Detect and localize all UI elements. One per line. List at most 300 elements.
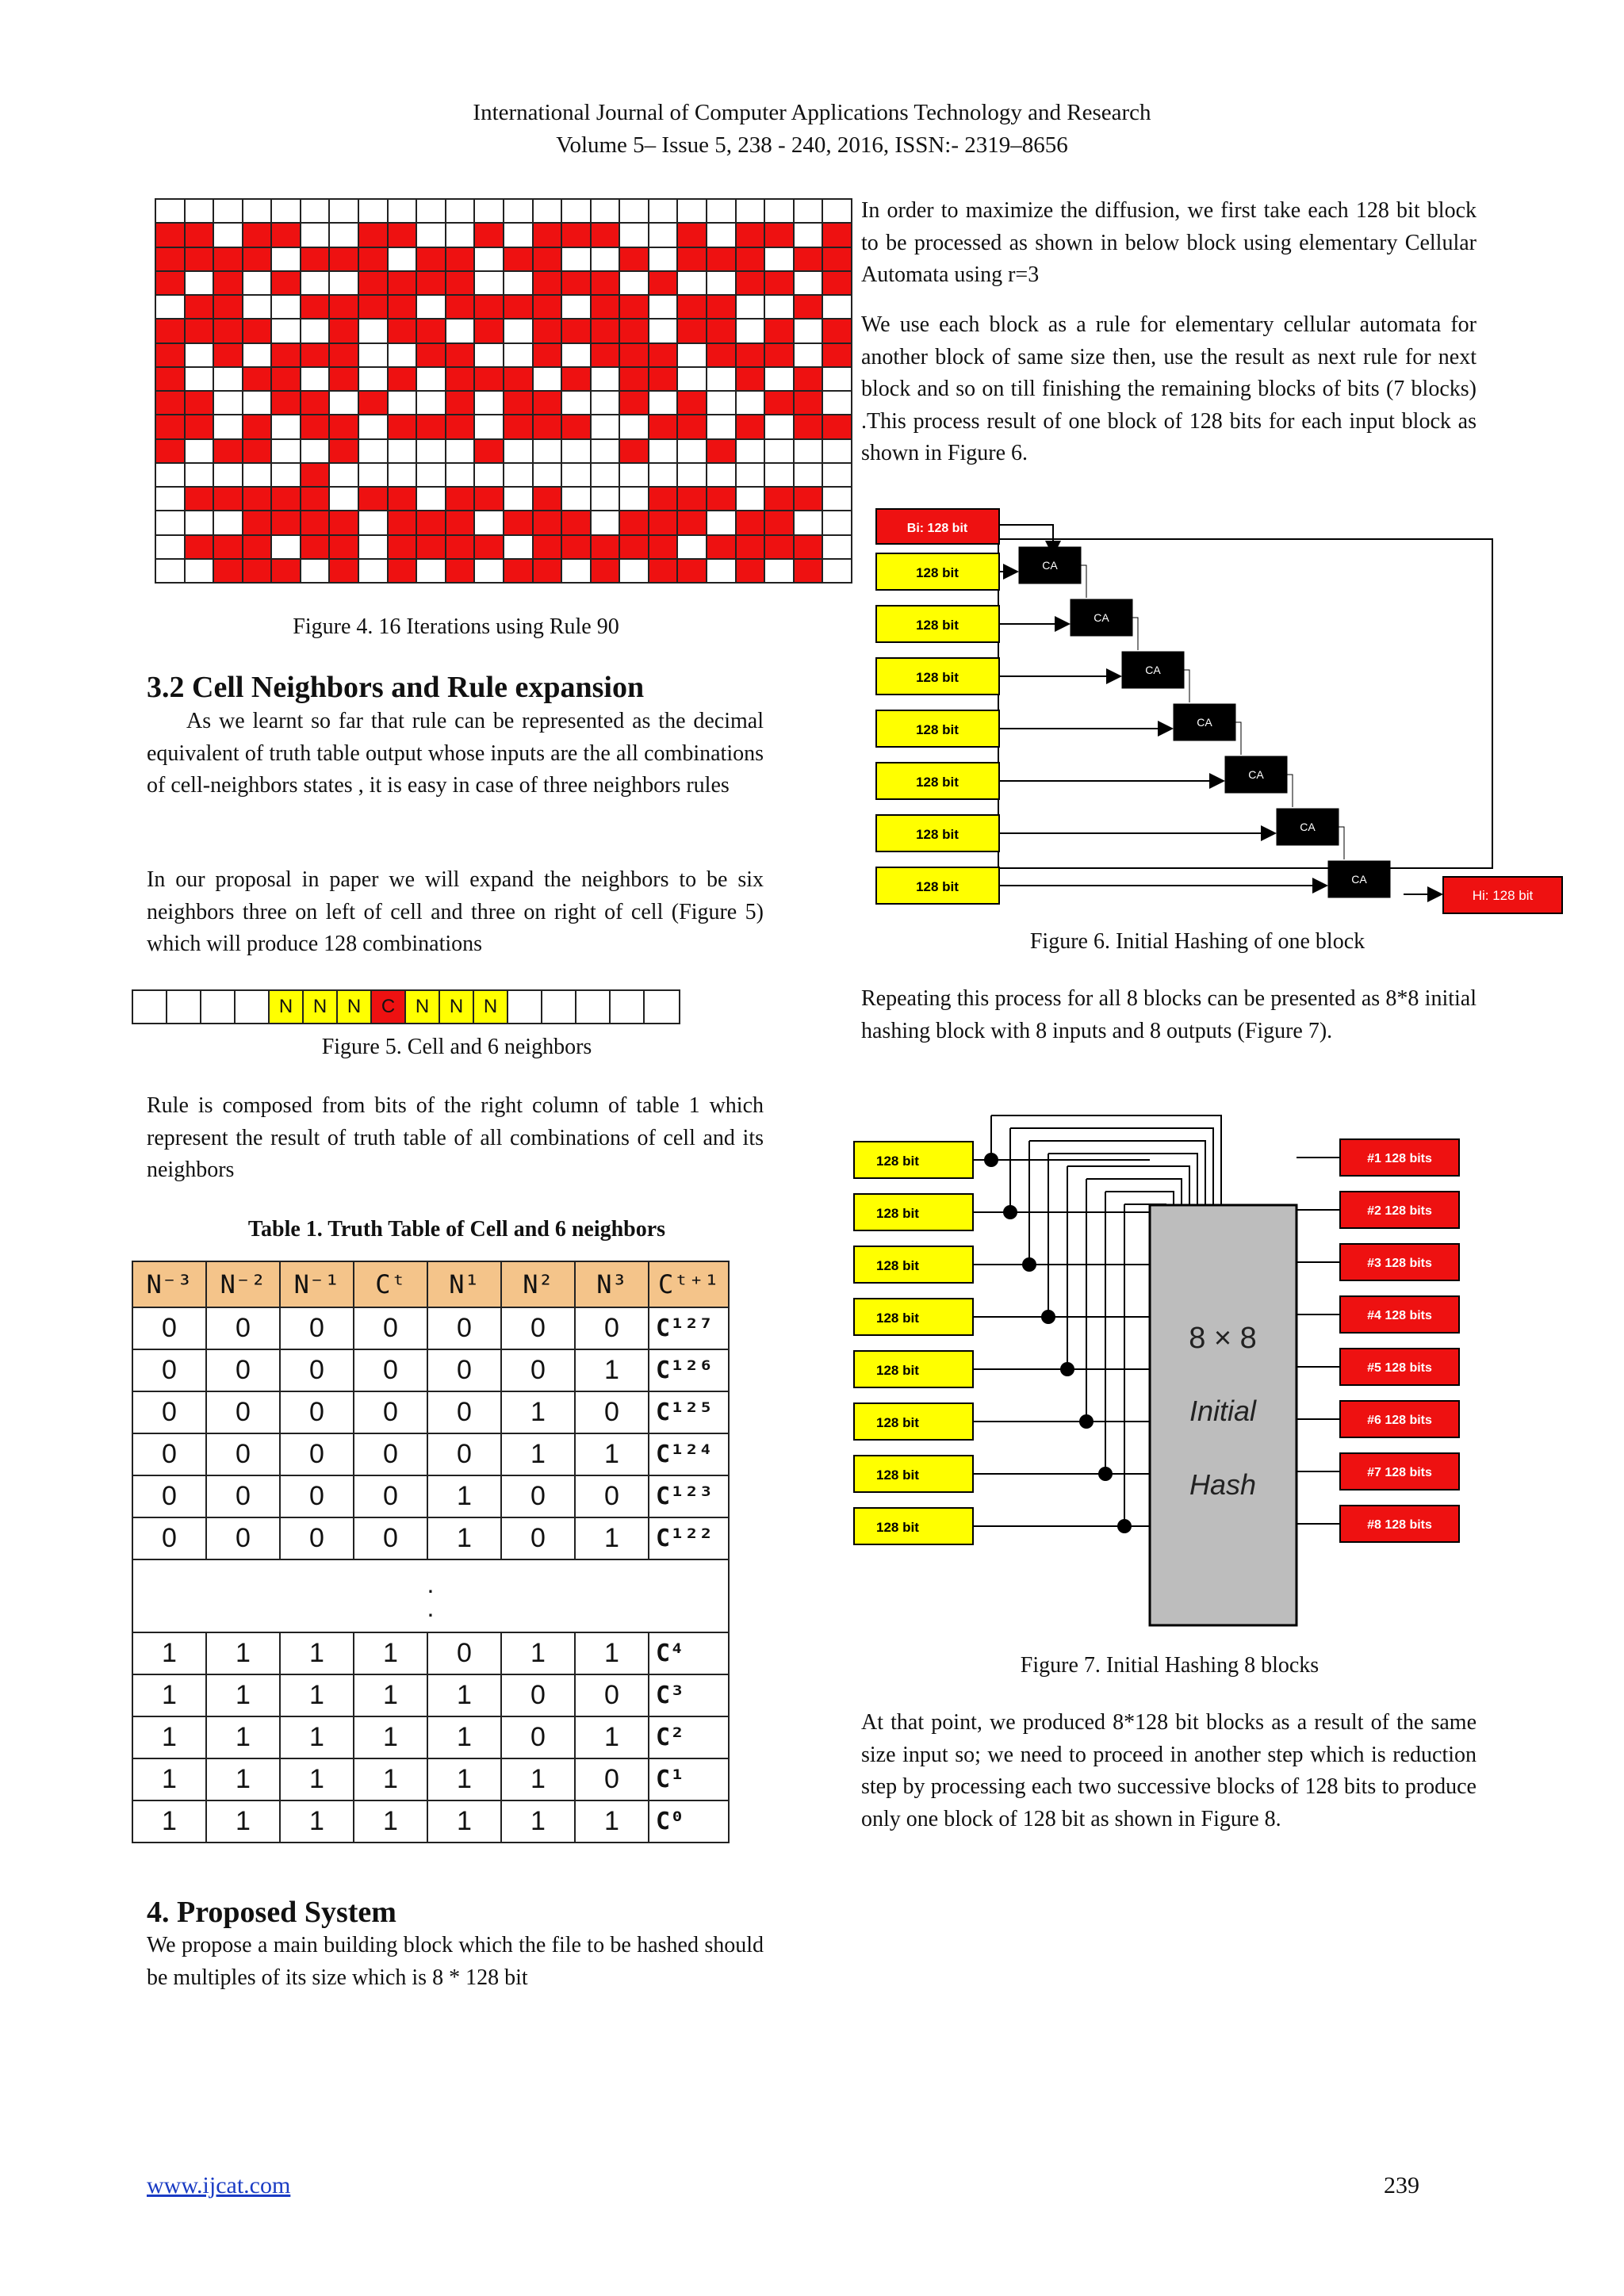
ca-cell [562, 560, 590, 582]
rule-paragraph: Rule is composed from bits of the right column of table 1 which represent the result of truth table of all combinations of cell and its neighbors [147, 1093, 764, 1182]
ca-cell [243, 368, 271, 390]
ca-cell [562, 488, 590, 510]
fig7-input-label: 128 bit [876, 1154, 919, 1169]
truth-table-cell: 1 [354, 1632, 427, 1674]
ca-cell [446, 344, 474, 366]
ca-cell [620, 200, 648, 222]
ca-cell [534, 296, 561, 318]
figure4-caption: Figure 4. 16 Iterations using Rule 90 [293, 614, 619, 639]
truth-table-row [132, 1391, 729, 1433]
ca-cell [620, 511, 648, 534]
ca-cell [795, 296, 822, 318]
ca-cell [765, 511, 793, 534]
junction-dot [1079, 1414, 1094, 1429]
ca-cell [272, 392, 300, 414]
ca-cell [330, 200, 358, 222]
truth-table-cell: 0 [206, 1433, 280, 1475]
ca-cell [534, 200, 561, 222]
ca-cell [765, 440, 793, 462]
truth-table-cell: C³ [649, 1674, 729, 1716]
ca-cell [562, 248, 590, 270]
ca-cell [417, 368, 445, 390]
ca-cell [592, 415, 619, 438]
ca-cell [475, 200, 503, 222]
figure6-diagram [868, 499, 1574, 928]
ca-cell [272, 368, 300, 390]
truth-table-row [132, 1307, 729, 1349]
ca-label: CA [1094, 611, 1109, 624]
ca-cell [707, 272, 735, 294]
ca-cell [795, 511, 822, 534]
truth-table-cell: 1 [501, 1632, 575, 1674]
ca-cell [765, 248, 793, 270]
ca-cell [678, 440, 706, 462]
truth-table-row [132, 1349, 729, 1391]
ca-cell [301, 224, 329, 246]
ca-cell [214, 368, 242, 390]
ca-cell [649, 296, 677, 318]
truth-table-cell: 0 [132, 1517, 206, 1559]
ca-cell [446, 415, 474, 438]
ca-cell [156, 511, 184, 534]
ca-cell [707, 368, 735, 390]
ca-cell [475, 344, 503, 366]
ca-cell [214, 296, 242, 318]
truth-table-cell: 1 [501, 1391, 575, 1433]
ca-cell [678, 488, 706, 510]
ca-cell [475, 488, 503, 510]
ca-cell [214, 248, 242, 270]
truth-table-cell: 0 [206, 1517, 280, 1559]
ca-cell [737, 224, 764, 246]
truth-table-cell: 1 [132, 1674, 206, 1716]
ca-cell [592, 560, 619, 582]
ca-cell [592, 320, 619, 342]
truth-table-cell: 1 [280, 1674, 354, 1716]
ca-cell [504, 464, 532, 486]
ca-cell [330, 296, 358, 318]
ca-cell [446, 560, 474, 582]
ca-cell [243, 296, 271, 318]
ca-cell [214, 415, 242, 438]
ca-cell [765, 320, 793, 342]
ca-cell [243, 248, 271, 270]
truth-table-cell: 1 [280, 1716, 354, 1758]
truth-table-cell: 1 [354, 1758, 427, 1800]
truth-table-header-cell: N² [501, 1261, 575, 1307]
truth-table-cell: 0 [206, 1307, 280, 1349]
ca-cell [592, 344, 619, 366]
ca-cell [678, 296, 706, 318]
ca-cell [707, 560, 735, 582]
ca-cell [707, 344, 735, 366]
ca-cell [243, 440, 271, 462]
ca-cell [737, 415, 764, 438]
ca-cell [707, 248, 735, 270]
ca-cell [504, 560, 532, 582]
ca-cell [475, 536, 503, 558]
truth-table-cell: C¹²⁴ [649, 1433, 729, 1475]
ca-cell [301, 440, 329, 462]
ca-cell [823, 344, 851, 366]
ca-cell [649, 415, 677, 438]
ca-cell [765, 368, 793, 390]
truth-table-cell: 0 [280, 1349, 354, 1391]
ca-cell [678, 224, 706, 246]
ca-cell [446, 511, 474, 534]
ca-cell [504, 368, 532, 390]
ca-cell [301, 368, 329, 390]
truth-table-cell: 0 [354, 1307, 427, 1349]
ca-cell [620, 464, 648, 486]
truth-table-cell: 1 [501, 1800, 575, 1843]
ca-cell [389, 415, 416, 438]
ca-cell [214, 200, 242, 222]
truth-table-cell: 0 [575, 1307, 649, 1349]
truth-table-cell: 0 [280, 1475, 354, 1517]
section-4-paragraph: We propose a main building block which the file to be hashed should be multiples of its size which is 8 * 128 bit [147, 1933, 764, 1990]
ca-cell [620, 415, 648, 438]
ca-cell [156, 224, 184, 246]
fig7-output-label: #3 128 bits [1367, 1257, 1432, 1270]
ca-cell [795, 464, 822, 486]
ca-cell [707, 320, 735, 342]
ca-cell [795, 320, 822, 342]
ca-cell [707, 488, 735, 510]
ca-cell [389, 464, 416, 486]
junction-dot [1060, 1362, 1074, 1376]
ca-cell [475, 320, 503, 342]
ca-cell [534, 272, 561, 294]
ca-cell [214, 320, 242, 342]
ca-cell [214, 536, 242, 558]
ca-cell [649, 368, 677, 390]
input-128bit-label: 128 bit [916, 879, 959, 894]
truth-table-cell: C¹ [649, 1758, 729, 1800]
ca-cell [823, 224, 851, 246]
ca-cell [562, 296, 590, 318]
ca-cell [301, 464, 329, 486]
truth-table-cell: 1 [206, 1758, 280, 1800]
ca-cell [330, 224, 358, 246]
ca-cell [389, 511, 416, 534]
ca-cell [359, 224, 387, 246]
ca-cell [678, 368, 706, 390]
ca-label: CA [1197, 716, 1212, 729]
ca-cell [678, 200, 706, 222]
truth-table-cell: 0 [501, 1716, 575, 1758]
truth-table-cell: 1 [575, 1632, 649, 1674]
ca-cell [330, 415, 358, 438]
figure6-frame [998, 539, 1492, 868]
ca-cell [823, 320, 851, 342]
ca-cell [534, 344, 561, 366]
ca-cell [417, 511, 445, 534]
ca-cell [186, 511, 213, 534]
fig7-input-label: 128 bit [876, 1363, 919, 1378]
ca-cell [592, 464, 619, 486]
ca-cell [272, 344, 300, 366]
ca-cell [534, 224, 561, 246]
ca-cell [707, 536, 735, 558]
ca-cell [243, 536, 271, 558]
ca-cell [823, 536, 851, 558]
neighbor-cell: N [304, 991, 338, 1023]
truth-table-cell: 0 [427, 1391, 501, 1433]
fig7-input-label: 128 bit [876, 1258, 919, 1273]
truth-table-cell: 0 [132, 1349, 206, 1391]
ca-cell [678, 464, 706, 486]
ca-cell [186, 248, 213, 270]
initial-hash-label-3: Hash [1189, 1468, 1257, 1501]
ca-cell [243, 320, 271, 342]
ca-cell [795, 344, 822, 366]
ca-cell [186, 296, 213, 318]
junction-dot [1003, 1205, 1017, 1219]
ca-cell [592, 392, 619, 414]
section-3-2-paragraph-1: As we learnt so far that rule can be represented as the decimal equivalent of truth table output whose inputs are the all combinations of cell-neighbors states , it is easy in case of three neighbors rules [147, 709, 764, 798]
ca-cell [359, 488, 387, 510]
ca-cell [504, 536, 532, 558]
journal-url-link[interactable]: www.ijcat.com [147, 2172, 291, 2198]
fig7-output-label: #7 128 bits [1367, 1466, 1432, 1479]
input-128bit-label: 128 bit [916, 827, 959, 842]
ca-cell [562, 344, 590, 366]
ca-label: CA [1042, 559, 1058, 572]
ca-cell [330, 272, 358, 294]
truth-table-cell: C¹²³ [649, 1475, 729, 1517]
initial-hash-label-1: 8 × 8 [1189, 1322, 1257, 1355]
truth-table-cell: C¹²⁷ [649, 1307, 729, 1349]
truth-table-cell: 0 [575, 1758, 649, 1800]
ca-cell [186, 415, 213, 438]
junction-dot [984, 1153, 998, 1167]
ca-cell [678, 536, 706, 558]
truth-table-header-cell: N³ [575, 1261, 649, 1307]
ca-cell [504, 272, 532, 294]
ca-cell [737, 464, 764, 486]
ca-cell [214, 344, 242, 366]
ca-cell [592, 536, 619, 558]
ca-cell [389, 560, 416, 582]
ca-cell [214, 440, 242, 462]
ca-cell [272, 272, 300, 294]
ca-cell [389, 200, 416, 222]
ca-cell [737, 200, 764, 222]
ca-cell [446, 368, 474, 390]
ca-cell [649, 272, 677, 294]
ca-cell [534, 511, 561, 534]
ca-cell [765, 344, 793, 366]
ca-cell [534, 368, 561, 390]
truth-table-header-cell: Cᵗ [354, 1261, 427, 1307]
ca-cell [534, 440, 561, 462]
ca-cell [737, 248, 764, 270]
ca-cell [504, 392, 532, 414]
ca-cell [475, 560, 503, 582]
ca-label: CA [1300, 821, 1316, 833]
truth-table-cell: 0 [575, 1391, 649, 1433]
fig7-output-label: #1 128 bits [1367, 1152, 1432, 1165]
truth-table-ellipsis-row [132, 1559, 729, 1632]
ca-cell [301, 320, 329, 342]
truth-table-row [132, 1674, 729, 1716]
ca-cell [359, 536, 387, 558]
ca-cell [562, 200, 590, 222]
ca-cell [446, 224, 474, 246]
ca-cell [475, 440, 503, 462]
ca-cell [301, 560, 329, 582]
ca-cell [765, 272, 793, 294]
ca-cell [649, 560, 677, 582]
ca-cell [534, 248, 561, 270]
fig7-output-label: #2 128 bits [1367, 1204, 1432, 1218]
truth-table-cell: 1 [206, 1632, 280, 1674]
ca-cell [823, 488, 851, 510]
right-paragraph-4: At that point, we produced 8*128 bit blocks as a result of the same size input so; we need to proceed in another step which is reduction step by processing each two successive blocks of 128 bits to produce only one block of 128 bit as shown in Figure 8. [861, 1710, 1477, 1831]
truth-table-row [132, 1475, 729, 1517]
initial-hash-label-2: Initial [1189, 1395, 1257, 1427]
ca-cell [475, 272, 503, 294]
ca-cell [243, 224, 271, 246]
input-128bit-label: 128 bit [916, 618, 959, 633]
ca-cell [562, 368, 590, 390]
ca-cell [272, 560, 300, 582]
ca-cell [330, 392, 358, 414]
ca-cell [186, 344, 213, 366]
truth-table-cell: 0 [501, 1517, 575, 1559]
ca-cell [330, 536, 358, 558]
ca-cell [186, 272, 213, 294]
ca-cell [649, 248, 677, 270]
ca-cell [823, 511, 851, 534]
ca-cell [417, 464, 445, 486]
ca-cell [186, 224, 213, 246]
ca-cell [737, 536, 764, 558]
ca-cell [389, 224, 416, 246]
empty-cell [645, 991, 679, 1023]
ca-cell [186, 368, 213, 390]
ca-cell [620, 224, 648, 246]
truth-table-cell: 0 [427, 1349, 501, 1391]
ca-cell [534, 464, 561, 486]
ca-cell [592, 368, 619, 390]
neighbor-cell: N [440, 991, 474, 1023]
ca-cell [417, 200, 445, 222]
truth-table-cell: 1 [354, 1716, 427, 1758]
fig7-output-label: #6 128 bits [1367, 1414, 1432, 1427]
ca-cell [707, 392, 735, 414]
ca-cell [649, 224, 677, 246]
ca-cell [301, 392, 329, 414]
ca-cell [156, 320, 184, 342]
ca-cell [156, 415, 184, 438]
ca-cell [737, 488, 764, 510]
ca-cell [765, 200, 793, 222]
ca-cell [795, 488, 822, 510]
empty-cell [576, 991, 611, 1023]
ca-cell [562, 415, 590, 438]
ca-cell [534, 536, 561, 558]
ca-label: CA [1145, 664, 1161, 676]
truth-table-cell: 1 [501, 1433, 575, 1475]
truth-table-cell: 1 [427, 1674, 501, 1716]
ca-cell [795, 224, 822, 246]
truth-table-cell: 1 [132, 1758, 206, 1800]
truth-table-cell: 1 [354, 1674, 427, 1716]
truth-table-cell: 0 [206, 1475, 280, 1517]
ca-cell [475, 368, 503, 390]
ca-cell [186, 560, 213, 582]
empty-cell [167, 991, 201, 1023]
ca-cell [795, 272, 822, 294]
ca-cell [214, 511, 242, 534]
ca-cell [562, 320, 590, 342]
ca-cell [475, 464, 503, 486]
truth-table-cell: C¹²⁶ [649, 1349, 729, 1391]
truth-table-cell: 0 [280, 1391, 354, 1433]
ca-cell [156, 272, 184, 294]
ca-cell [272, 296, 300, 318]
truth-table-cell: 0 [354, 1391, 427, 1433]
ca-cell [186, 200, 213, 222]
truth-table-row [132, 1758, 729, 1800]
truth-table-row [132, 1632, 729, 1674]
ca-cell [446, 392, 474, 414]
ca-cell [359, 368, 387, 390]
ca-cell [678, 511, 706, 534]
ca-cell [678, 415, 706, 438]
ca-cell [620, 440, 648, 462]
ca-cell [737, 392, 764, 414]
ca-cell [504, 440, 532, 462]
ca-cell [156, 248, 184, 270]
truth-table-row [132, 1800, 729, 1843]
truth-table-cell: 0 [501, 1674, 575, 1716]
ca-cell [823, 560, 851, 582]
truth-table-row [132, 1716, 729, 1758]
ca-cell [301, 488, 329, 510]
page-number: 239 [1384, 2172, 1419, 2198]
ca-cell [737, 320, 764, 342]
ca-cell [156, 464, 184, 486]
truth-table-cell: 1 [132, 1800, 206, 1843]
ca-cell [156, 368, 184, 390]
truth-table-cell: 1 [427, 1800, 501, 1843]
ca-cell [214, 560, 242, 582]
truth-table-cell: C⁴ [649, 1632, 729, 1674]
ca-cell [504, 344, 532, 366]
truth-table-cell: 1 [575, 1349, 649, 1391]
ca-cell [389, 272, 416, 294]
ca-cell [214, 488, 242, 510]
ca-cell [389, 488, 416, 510]
ca-cell [359, 440, 387, 462]
ca-cell [446, 248, 474, 270]
right-paragraph-1: In order to maximize the diffusion, we first take each 128 bit block to be processed as shown in below block using elementary Cellular Automata using r=3 [861, 198, 1477, 287]
figure7-caption: Figure 7. Initial Hashing 8 blocks [1020, 1653, 1320, 1678]
ca-cell [562, 224, 590, 246]
ca-cell [272, 536, 300, 558]
ca-label: CA [1351, 873, 1367, 886]
truth-table-cell: 0 [575, 1475, 649, 1517]
input-128bit-label: 128 bit [916, 775, 959, 790]
ca-cell [330, 440, 358, 462]
ca-cell [678, 248, 706, 270]
ca-cell [417, 296, 445, 318]
ca-cell [592, 272, 619, 294]
ca-cell [562, 464, 590, 486]
